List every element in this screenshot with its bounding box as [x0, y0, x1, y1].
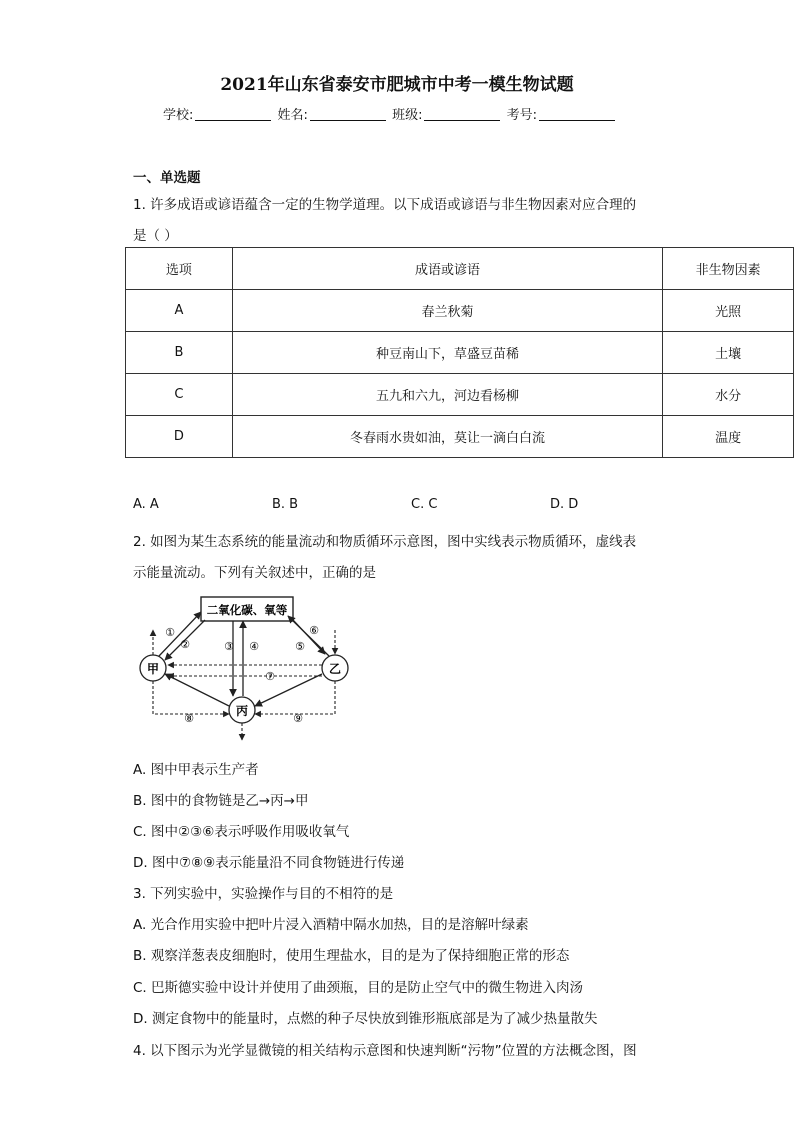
q2-option-d: D. 图中⑦⑧⑨表示能量沿不同食物链进行传递	[133, 855, 405, 871]
node-jia-label: 甲	[146, 662, 160, 676]
q2-stem-line2: 示能量流动。下列有关叙述中，正确的是	[133, 565, 376, 581]
school-blank	[195, 108, 271, 121]
label-1: ①	[165, 626, 175, 639]
node-bing-label: 丙	[235, 704, 249, 718]
name-blank	[310, 108, 386, 121]
table-cell: 土壤	[663, 332, 794, 374]
header-cell: 选项	[126, 248, 233, 290]
number-blank	[539, 108, 615, 121]
table-row	[126, 416, 794, 458]
table-cell: 温度	[663, 416, 794, 458]
header-cell: 非生物因素	[663, 248, 794, 290]
q1-stem-line2: 是（ ）	[133, 228, 178, 244]
name-label: 姓名:	[277, 108, 308, 123]
table-cell: C	[126, 374, 233, 416]
table-cell: A	[126, 290, 233, 332]
table-cell: B	[126, 332, 233, 374]
q3-option-d: D. 测定食物中的能量时，点燃的种子尽快放到锥形瓶底部是为了减少热量散失	[133, 1011, 598, 1027]
q1-table	[125, 247, 794, 458]
table-cell: D	[126, 416, 233, 458]
table-cell: 五九和六九，河边看杨柳	[232, 374, 662, 416]
gas-box-label: 二氧化碳、氧等	[206, 603, 288, 617]
table-cell: 冬春雨水贵如油，莫让一滴白白流	[232, 416, 662, 458]
table-cell: 种豆南山下，草盛豆苗稀	[232, 332, 662, 374]
q2-option-c: C. 图中②③⑥表示呼吸作用吸收氧气	[133, 824, 350, 840]
label-6: ⑥	[309, 624, 319, 637]
table-cell: 光照	[663, 290, 794, 332]
label-9: ⑨	[293, 712, 303, 725]
header-cell: 成语或谚语	[232, 248, 662, 290]
table-header-row	[126, 248, 794, 290]
q1-option-c: C. C	[411, 497, 438, 512]
table-row	[126, 290, 794, 332]
q3-stem: 3. 下列实验中，实验操作与目的不相符的是	[133, 886, 394, 902]
label-8: ⑧	[184, 712, 194, 725]
table-cell: 春兰秋菊	[232, 290, 662, 332]
page-title: 2021年山东省泰安市肥城市中考一模生物试题	[220, 75, 574, 95]
q3-option-c: C. 巴斯德实验中设计并使用了曲颈瓶，目的是防止空气中的微生物进入肉汤	[133, 980, 584, 996]
table-cell: 水分	[663, 374, 794, 416]
q1-option-b: B. B	[272, 497, 299, 512]
label-3: ③	[224, 640, 234, 653]
student-info-line	[163, 104, 617, 123]
label-2: ②	[180, 638, 190, 651]
q3-option-b: B. 观察洋葱表皮细胞时，使用生理盐水，目的是为了保持细胞正常的形态	[133, 948, 570, 964]
class-label: 班级:	[392, 108, 423, 123]
label-5: ⑤	[295, 640, 305, 653]
class-blank	[424, 108, 500, 121]
node-yi-label: 乙	[328, 662, 342, 676]
q4-stem: 4. 以下图示为光学显微镜的相关结构示意图和快速判断“污物”位置的方法概念图，图	[133, 1043, 637, 1059]
q2-option-a: A. 图中甲表示生产者	[133, 762, 259, 778]
number-label: 考号:	[506, 108, 537, 123]
q2-stem-line1: 2. 如图为某生态系统的能量流动和物质循环示意图，图中实线表示物质循环，虚线表	[133, 534, 637, 550]
q1-options	[133, 497, 689, 512]
table-row	[126, 374, 794, 416]
ecosystem-diagram	[133, 592, 368, 747]
q1-option-a: A. A	[133, 497, 159, 512]
q3-option-a: A. 光合作用实验中把叶片浸入酒精中隔水加热，目的是溶解叶绿素	[133, 917, 529, 933]
label-4: ④	[249, 640, 259, 653]
school-label: 学校:	[163, 108, 194, 123]
q2-option-b: B. 图中的食物链是乙→丙→甲	[133, 793, 309, 809]
material-flow-arrows	[159, 612, 329, 706]
section-heading: 一、单选题	[133, 170, 201, 186]
table-row	[126, 332, 794, 374]
q1-option-d: D. D	[550, 497, 579, 512]
label-7: ⑦	[265, 670, 275, 683]
q1-stem-line1: 1. 许多成语或谚语蕴含一定的生物学道理。以下成语或谚语与非生物因素对应合理的	[133, 197, 637, 213]
